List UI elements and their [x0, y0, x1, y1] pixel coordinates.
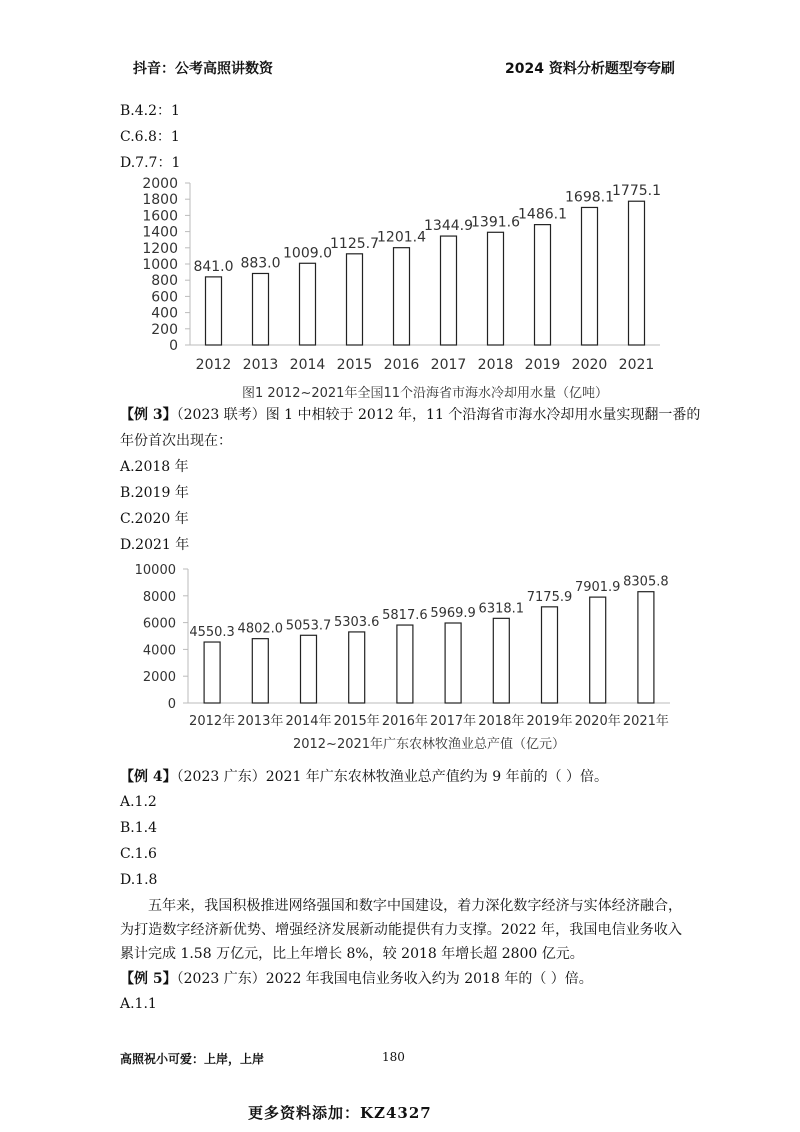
y-tick-label: 10000	[134, 563, 176, 578]
y-tick-label: 1600	[142, 208, 178, 225]
question-3-source: （2023 联考）	[176, 407, 266, 423]
x-tick-label: 2017年	[430, 714, 477, 729]
data-label: 1125.7	[330, 235, 379, 252]
data-label: 8305.8	[623, 574, 669, 590]
data-label: 7901.9	[574, 580, 621, 596]
question-3-option-b: B.2019 年	[120, 485, 189, 501]
bar	[349, 632, 365, 703]
question-4-option-c: C.1.6	[120, 846, 157, 862]
data-label: 1344.9	[424, 218, 473, 235]
bar	[542, 607, 558, 703]
footer-left: 高照祝小可爱：上岸，上岸	[120, 1052, 265, 1066]
y-tick-label: 6000	[142, 616, 176, 632]
data-label: 841.0	[193, 258, 234, 275]
data-label: 1391.6	[471, 214, 520, 231]
y-tick-label: 2000	[142, 176, 178, 192]
prev-option-c: C.6.8：1	[120, 129, 180, 145]
y-tick-label: 0	[169, 338, 178, 354]
question-3-option-d: D.2021 年	[120, 537, 190, 553]
y-tick-label: 1800	[142, 192, 178, 209]
y-tick-label: 1400	[142, 224, 178, 241]
data-label: 4802.0	[237, 621, 284, 637]
data-label: 5053.7	[285, 618, 332, 634]
x-tick-label: 2017	[430, 357, 467, 373]
question-3-option-a: A.2018 年	[120, 459, 189, 475]
question-4-option-d: D.1.8	[120, 872, 158, 888]
question-5-source: （2023 广东）	[176, 971, 266, 987]
question-4-option-b: B.1.4	[120, 820, 158, 836]
bar	[206, 277, 222, 345]
bar	[445, 623, 461, 703]
question-5-text: 2022 年我国电信业务收入约为 2018 年的（ ）倍。	[265, 971, 593, 987]
bar	[441, 236, 457, 345]
question-5-line	[120, 968, 593, 990]
x-tick-label: 2012	[195, 357, 232, 373]
question-3-line1	[120, 404, 700, 426]
material-paragraph	[120, 894, 682, 966]
bar	[252, 639, 268, 703]
bar	[629, 201, 645, 345]
bar	[300, 263, 316, 345]
x-tick-label: 2014	[289, 357, 326, 373]
x-tick-label: 2013年	[237, 714, 284, 729]
data-label: 1486.1	[518, 206, 567, 223]
data-label: 5817.6	[382, 608, 428, 624]
data-label: 6318.1	[478, 601, 525, 617]
y-tick-label: 200	[151, 321, 178, 338]
question-4-text: 2021 年广东农林牧渔业总产值约为 9 年前的（ ）倍。	[265, 769, 609, 785]
x-tick-label: 2018年	[478, 714, 525, 729]
x-tick-label: 2021	[618, 357, 655, 373]
bar	[582, 207, 598, 345]
x-tick-label: 2020年	[574, 714, 621, 729]
y-tick-label: 2000	[142, 670, 176, 686]
question-4-option-a: A.1.2	[120, 794, 157, 810]
prev-option-d: D.7.7：1	[120, 155, 181, 171]
question-5-option-a: A.1.1	[120, 996, 157, 1012]
chart-title: 图1 2012~2021年全国11个沿海省市海水冷却用水量（亿吨）	[241, 386, 609, 401]
data-label: 883.0	[240, 255, 281, 272]
y-tick-label: 8000	[142, 589, 176, 605]
data-label: 5969.9	[430, 606, 476, 622]
question-4-line	[120, 766, 608, 788]
material-paragraph-text: 五年来，我国积极推进网络强国和数字中国建设，着力深化数字经济与实体经济融合，为打造数字经济新优势、增强经济发展新动能提供有力支撑。2022 年，我国电信业务收入累计完成 1.58 万亿元，比上年增长 8%，较 2018 年增长超 2800 亿元。	[120, 898, 682, 962]
bar	[394, 248, 410, 345]
y-tick-label: 1200	[142, 240, 178, 257]
x-tick-label: 2019	[524, 357, 561, 373]
question-5-tag: 【例 5】	[120, 971, 177, 987]
data-label: 1698.1	[565, 189, 614, 206]
header-right: 2024 资料分析题型夸夸刷	[505, 61, 675, 77]
question-3-line2: 年份首次出现在：	[120, 433, 232, 449]
header-left: 抖音：公考高照讲数资	[133, 61, 273, 77]
data-label: 4550.3	[189, 625, 235, 641]
x-tick-label: 2016年	[381, 714, 428, 729]
bar	[347, 254, 363, 345]
question-4-tag: 【例 4】	[120, 769, 177, 785]
y-tick-label: 800	[151, 273, 178, 290]
x-tick-label: 2021年	[622, 714, 669, 729]
data-label: 1009.0	[283, 245, 332, 262]
page-number: 180	[382, 1050, 405, 1064]
bar	[301, 635, 317, 703]
x-tick-label: 2020	[571, 357, 608, 373]
data-label: 1201.4	[377, 229, 426, 246]
question-3-option-c: C.2020 年	[120, 511, 189, 527]
bar	[493, 618, 509, 703]
y-tick-label: 0	[167, 697, 176, 712]
watermark: 更多资料添加：KZ4327	[248, 1104, 432, 1122]
bar	[488, 232, 504, 345]
x-tick-label: 2013	[242, 357, 279, 373]
y-tick-label: 4000	[142, 643, 176, 659]
y-tick-label: 1000	[142, 257, 178, 273]
question-4-source: （2023 广东）	[176, 769, 266, 785]
x-tick-label: 2018	[477, 357, 514, 373]
bar	[638, 592, 654, 703]
chart-title: 2012~2021年广东农林牧渔业总产值（亿元）	[292, 737, 566, 752]
data-label: 1775.1	[612, 183, 661, 200]
bar	[590, 597, 606, 703]
chart-seawater-cooling	[0, 170, 800, 410]
bar	[535, 225, 551, 345]
x-tick-label: 2019年	[526, 714, 573, 729]
data-label: 5303.6	[333, 614, 380, 630]
prev-option-b: B.4.2：1	[120, 103, 180, 119]
chart-guangdong-agri-output	[0, 560, 800, 760]
bar	[204, 642, 220, 703]
y-tick-label: 400	[151, 305, 178, 322]
question-3-tag: 【例 3】	[120, 407, 177, 423]
bar	[253, 273, 269, 345]
x-tick-label: 2015	[336, 357, 373, 373]
x-tick-label: 2016	[383, 357, 420, 373]
x-tick-label: 2012年	[189, 714, 236, 729]
bar	[397, 625, 413, 703]
question-3-text: 图 1 中相较于 2012 年，11 个沿海省市海水冷却用水量实现翻一番的	[265, 407, 701, 423]
y-tick-label: 600	[151, 289, 178, 306]
data-label: 7175.9	[526, 589, 573, 605]
x-tick-label: 2014年	[285, 714, 332, 729]
x-tick-label: 2015年	[333, 714, 380, 729]
